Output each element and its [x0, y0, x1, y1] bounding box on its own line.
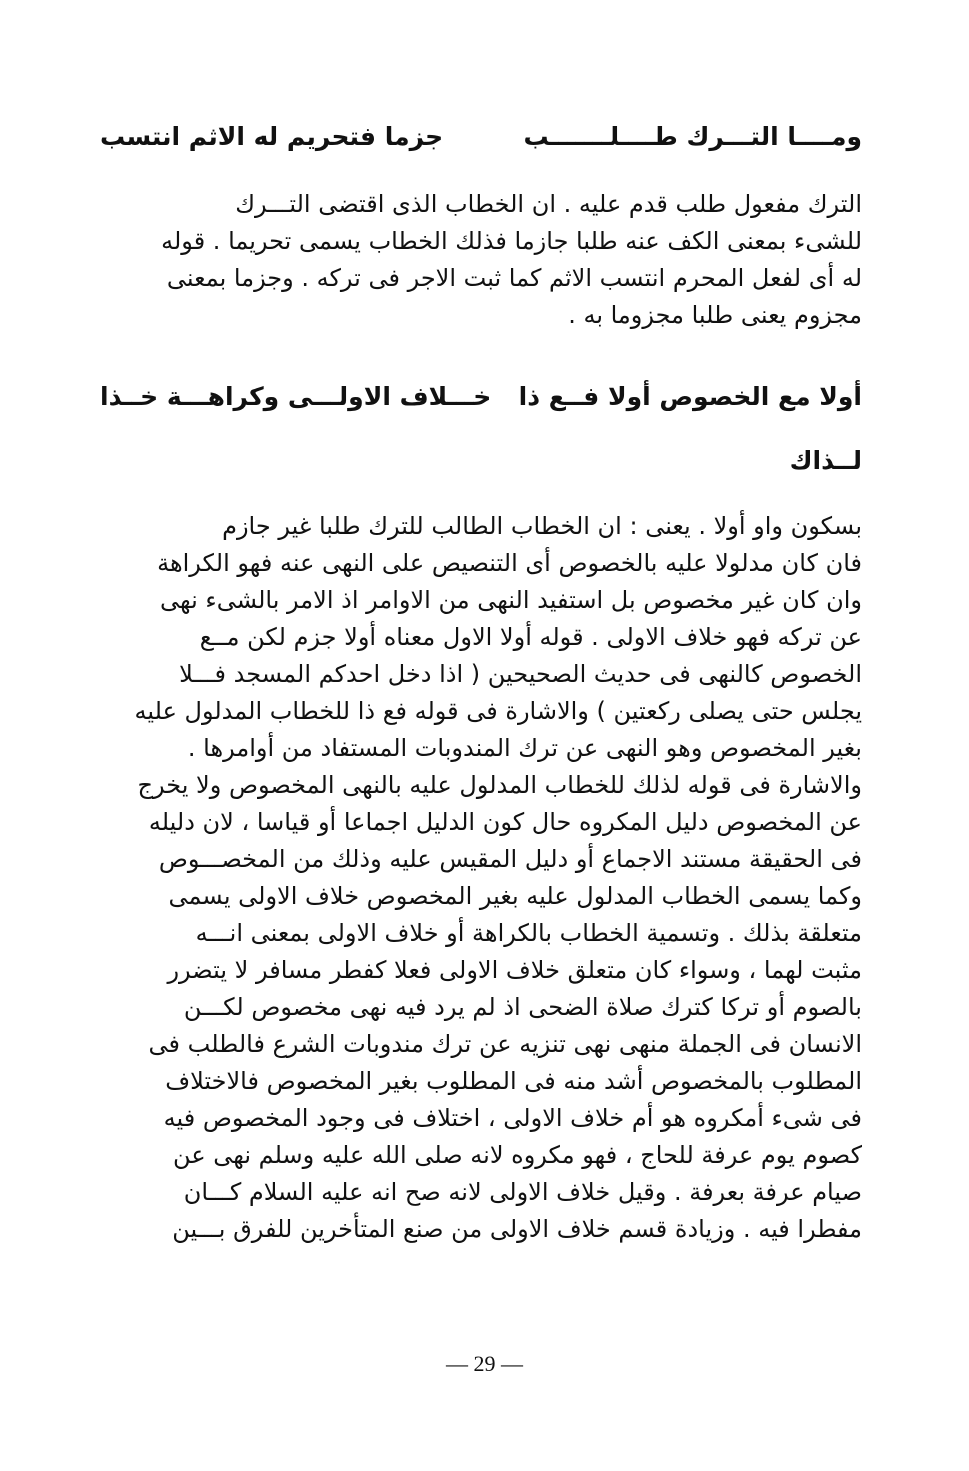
verse-2-second-hemistich: خـــلاف الاولـــى وكراهـــة خــذا [100, 382, 492, 411]
paragraph-line: الترك مفعول طلب قدم عليه . ان الخطاب الذى اقتضى التـــرك [235, 190, 862, 218]
paragraph-line: يجلس حتى يصلى ركعتين ) والاشارة فى قوله فع ذا للخطاب المدلول عليه [134, 697, 862, 725]
paragraph-line: كصوم يوم عرفة للحاج ، فهو مكروه لانه صلى الله عليه وسلم نهى عن [173, 1141, 862, 1169]
page-number: — 29 — [446, 1351, 523, 1376]
paragraph-line: بالصوم أو تركا كترك صلاة الضحى اذ لم يرد فيه نهى مخصوص لكـــن [183, 993, 862, 1021]
paragraph-line: فى الحقيقة مستند الاجماع أو دليل المقيس عليه وذلك من المخصـــوص [158, 845, 862, 873]
paragraph-line: عن المخصوص دليل المكروه حال كون الدليل اجماعا أو قياسا ، لان دليله [148, 808, 862, 836]
verse-2 [100, 382, 862, 422]
paragraph-line: متعلقة بذلك . وتسمية الخطاب بالكراهة أو خلاف الاولى بمعنى انـــه [195, 919, 862, 947]
paragraph-line: بغير المخصوص وهو النهى عن ترك المندوبات المستفاد من أوامرها . [187, 734, 862, 762]
paragraph-line: له أى لفعل المحرم انتسب الاثم كما ثبت الاجر فى تركه . وجزما بمعنى [166, 264, 862, 292]
paragraph-line: وان كان غير مخصوص بل استفيد النهى من الاوامر اذ الامر بالشىء نهى [160, 586, 862, 614]
verse-1 [100, 122, 862, 162]
verse-1-first-hemistich: ومــــا التـــرك طــــلـــــــب [523, 122, 862, 151]
paragraph-line: المطلوب بالمخصوص أشد منه فى المطلوب بغير المخصوص فالاختلاف [165, 1067, 862, 1095]
paragraph-line: الانسان فى الجملة منهى نهى تنزيه عن ترك مندوبات الشرع فالطلب فى [148, 1030, 862, 1058]
paragraph-line: عن تركه فهو خلاف الاولى . قوله أولا الاول معناه أولا جزم لكن مــع [199, 623, 862, 651]
paragraph-line: الخصوص كالنهى فى حديث الصحيحين ( اذا دخل احدكم المسجد فـــلا [179, 660, 862, 688]
paragraph-line: مفطرا فيه . وزيادة قسم خلاف الاولى من صنع المتأخرين للفرق بـــين [172, 1215, 862, 1243]
paragraph-line: والاشارة فى قوله لذلك للخطاب المدلول عليه بالنهى المخصوص ولا يخرج [137, 771, 862, 799]
paragraph-line: صيام عرفة بعرفة . وقيل خلاف الاولى لانه صح انه عليه السلام كـــان [183, 1178, 862, 1206]
paragraph-line: وكما يسمى الخطاب المدلول عليه بغير المخصوص خلاف الاولى يسمى [168, 882, 862, 910]
commentary-paragraph-2 [100, 508, 862, 1248]
paragraph-line: للشىء بمعنى الكف عنه طلبا جازما فذلك الخطاب يسمى تحريما . قوله [161, 227, 862, 255]
verse-1-second-hemistich: جزما فتحريم له الاثم انتسب [100, 122, 444, 151]
paragraph-line: مجزوم يعنى طلبا مجزوما به . [568, 301, 862, 329]
paragraph-line: فان كان مدلولا عليه بالخصوص أى التنصيص على النهى عنه فهو الكراهة [157, 549, 862, 577]
paragraph-line: فى شىء أمكروه هو أم خلاف الاولى ، اختلاف فى وجود المخصوص فيه [163, 1104, 862, 1132]
paragraph-line: مثبت لهما ، وسواء كان متعلق خلاف الاولى فعلا كفطر مسافر لا يتضرر [167, 956, 862, 984]
paragraph-line: بسكون واو أولا . يعنى : ان الخطاب الطالب للترك طلبا غير جازم [222, 512, 862, 540]
verse-2-first-hemistich: أولا مع الخصوص أولا فــع ذا [518, 382, 862, 411]
verse-2-continuation: لــذاك [789, 446, 862, 475]
commentary-paragraph-1 [100, 186, 862, 334]
